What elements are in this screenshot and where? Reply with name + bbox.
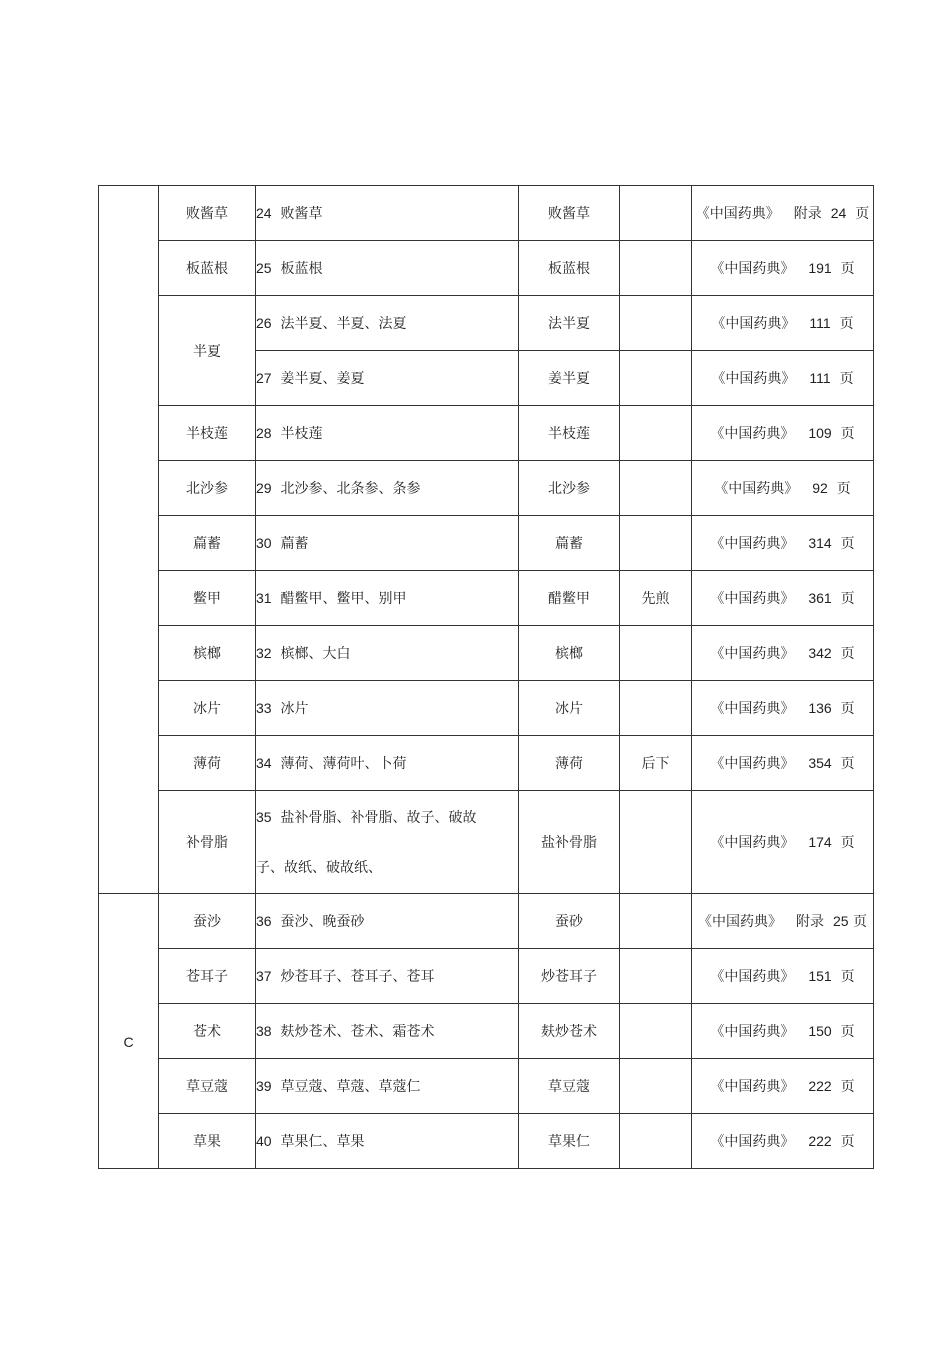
reference-cell: 《中国药典》 222 页 (692, 1114, 874, 1169)
reference-cell: 《中国药典》 361 页 (692, 571, 874, 626)
table-row (99, 461, 874, 516)
prescription-name-cell: 姜半夏 (519, 351, 620, 406)
table-row (99, 626, 874, 681)
spec-cell: 34 薄荷、薄荷叶、卜荷 (256, 736, 519, 791)
note-cell (620, 241, 692, 296)
prescription-name-cell: 蚕砂 (519, 894, 620, 949)
reference-cell: 《中国药典》 109 页 (692, 406, 874, 461)
prescription-name-cell: 败酱草 (519, 186, 620, 241)
reference-cell: 《中国药典》 354 页 (692, 736, 874, 791)
table-row (99, 681, 874, 736)
herb-name-cell: 草果 (159, 1114, 256, 1169)
table-row (99, 1059, 874, 1114)
herb-name-cell: 败酱草 (159, 186, 256, 241)
prescription-name-cell: 槟榔 (519, 626, 620, 681)
herb-name-cell: 苍术 (159, 1004, 256, 1059)
table-row (99, 1114, 874, 1169)
section-letter-cell (99, 186, 159, 894)
reference-cell: 《中国药典》 111 页 (692, 351, 874, 406)
note-cell (620, 1114, 692, 1169)
prescription-name-cell: 萹蓄 (519, 516, 620, 571)
reference-cell: 《中国药典》 314 页 (692, 516, 874, 571)
spec-cell: 36 蚕沙、晚蚕砂 (256, 894, 519, 949)
spec-cell: 39 草豆蔻、草蔻、草蔻仁 (256, 1059, 519, 1114)
spec-cell: 31 醋鳖甲、鳖甲、别甲 (256, 571, 519, 626)
note-cell (620, 626, 692, 681)
table-row (99, 406, 874, 461)
spec-cell: 38 麸炒苍术、苍术、霜苍术 (256, 1004, 519, 1059)
table-row (99, 186, 874, 241)
prescription-name-cell: 醋鳖甲 (519, 571, 620, 626)
table-row (99, 516, 874, 571)
note-cell (620, 894, 692, 949)
spec-cell: 37 炒苍耳子、苍耳子、苍耳 (256, 949, 519, 1004)
reference-cell: 《中国药典》 342 页 (692, 626, 874, 681)
herb-name-cell: 冰片 (159, 681, 256, 736)
note-cell (620, 461, 692, 516)
spec-cell: 25 板蓝根 (256, 241, 519, 296)
spec-cell: 40 草果仁、草果 (256, 1114, 519, 1169)
table-row (99, 894, 874, 949)
herb-name-cell: 半夏 (159, 296, 256, 406)
herb-name-cell: 蚕沙 (159, 894, 256, 949)
herb-name-cell: 半枝莲 (159, 406, 256, 461)
spec-cell: 33 冰片 (256, 681, 519, 736)
note-cell: 后下 (620, 736, 692, 791)
spec-cell: 35 盐补骨脂、补骨脂、故子、破故 子、故纸、破故纸、 (256, 791, 519, 894)
table-row (99, 791, 874, 894)
spec-cell: 24 败酱草 (256, 186, 519, 241)
note-cell (620, 681, 692, 736)
spec-cell: 28 半枝莲 (256, 406, 519, 461)
reference-cell: 《中国药典》 92 页 (692, 461, 874, 516)
note-cell (620, 949, 692, 1004)
reference-cell: 《中国药典》 附录 25 页 (692, 894, 874, 949)
reference-cell: 《中国药典》 附录 24 页 (692, 186, 874, 241)
herb-name-cell: 鳖甲 (159, 571, 256, 626)
prescription-name-cell: 薄荷 (519, 736, 620, 791)
note-cell: 先煎 (620, 571, 692, 626)
note-cell (620, 296, 692, 351)
prescription-name-cell: 草豆蔻 (519, 1059, 620, 1114)
herb-name-cell: 补骨脂 (159, 791, 256, 894)
table-row (99, 949, 874, 1004)
herb-name-cell: 苍耳子 (159, 949, 256, 1004)
prescription-name-cell: 麸炒苍术 (519, 1004, 620, 1059)
herb-name-cell: 板蓝根 (159, 241, 256, 296)
prescription-name-cell: 盐补骨脂 (519, 791, 620, 894)
herb-name-cell: 北沙参 (159, 461, 256, 516)
prescription-name-cell: 北沙参 (519, 461, 620, 516)
note-cell (620, 1004, 692, 1059)
prescription-name-cell: 板蓝根 (519, 241, 620, 296)
reference-cell: 《中国药典》 222 页 (692, 1059, 874, 1114)
reference-cell: 《中国药典》 151 页 (692, 949, 874, 1004)
reference-cell: 《中国药典》 136 页 (692, 681, 874, 736)
note-cell (620, 791, 692, 894)
note-cell (620, 406, 692, 461)
reference-cell: 《中国药典》 174 页 (692, 791, 874, 894)
prescription-name-cell: 炒苍耳子 (519, 949, 620, 1004)
note-cell (620, 186, 692, 241)
table-row (99, 571, 874, 626)
prescription-name-cell: 法半夏 (519, 296, 620, 351)
prescription-name-cell: 半枝莲 (519, 406, 620, 461)
table-row (99, 1004, 874, 1059)
section-letter-cell: C (99, 894, 159, 1169)
reference-cell: 《中国药典》 150 页 (692, 1004, 874, 1059)
table-row (99, 296, 874, 351)
table-row (99, 241, 874, 296)
spec-cell: 32 槟榔、大白 (256, 626, 519, 681)
herb-name-cell: 槟榔 (159, 626, 256, 681)
herb-table (98, 185, 874, 1169)
prescription-name-cell: 草果仁 (519, 1114, 620, 1169)
reference-cell: 《中国药典》 191 页 (692, 241, 874, 296)
herb-name-cell: 草豆蔻 (159, 1059, 256, 1114)
spec-cell: 27 姜半夏、姜夏 (256, 351, 519, 406)
spec-cell: 29 北沙参、北条参、条参 (256, 461, 519, 516)
herb-name-cell: 萹蓄 (159, 516, 256, 571)
reference-cell: 《中国药典》 111 页 (692, 296, 874, 351)
note-cell (620, 516, 692, 571)
herb-name-cell: 薄荷 (159, 736, 256, 791)
spec-cell: 30 萹蓄 (256, 516, 519, 571)
note-cell (620, 351, 692, 406)
prescription-name-cell: 冰片 (519, 681, 620, 736)
spec-cell: 26 法半夏、半夏、法夏 (256, 296, 519, 351)
table-row (99, 736, 874, 791)
note-cell (620, 1059, 692, 1114)
